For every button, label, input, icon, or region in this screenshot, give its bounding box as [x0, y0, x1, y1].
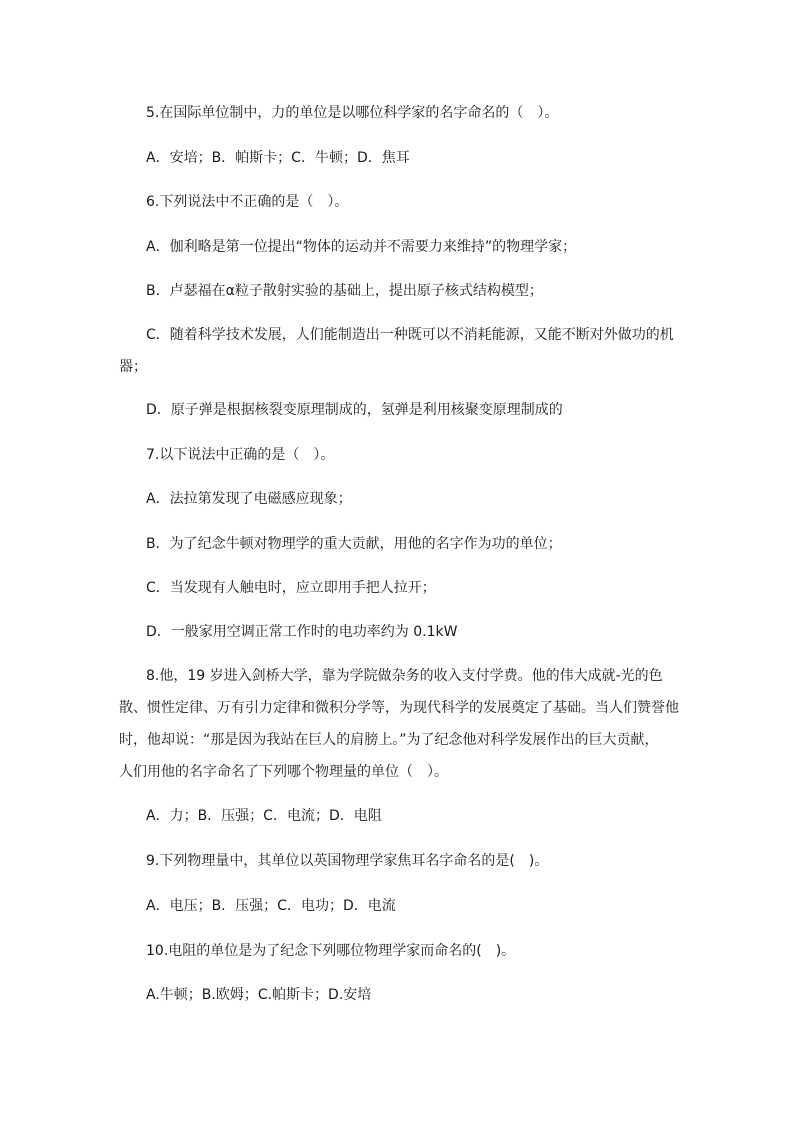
question-9-options: A．电压；B．压强；C．电功；D．电流: [146, 898, 396, 914]
question-6-option-c-cont: 器；: [119, 359, 147, 375]
question-8-stem-line-3: 时，他却说：“那是因为我站在巨人的肩膀上。”为了纪念他对科学发展作出的巨大贡献，: [119, 732, 659, 748]
question-6-option-d: D．原子弹是根据核裂变原理制成的，氢弹是利用核聚变原理制成的: [146, 402, 563, 418]
question-10-stem: 10.电阻的单位是为了纪念下列哪位物理学家而命名的( )。: [146, 943, 516, 959]
question-7-stem: 7.以下说法中正确的是（ ）。: [146, 447, 335, 463]
question-6-option-a: A．伽利略是第一位提出“物体的运动并不需要力来维持”的物理学家；: [146, 239, 577, 255]
question-6-option-b: B．卢瑟福在α粒子散射实验的基础上，提出原子核式结构模型；: [146, 283, 543, 299]
question-5-options: A．安培；B．帕斯卡；C．牛顿；D．焦耳: [146, 150, 410, 166]
question-8-stem-line-4: 人们用他的名字命名了下列哪个物理量的单位（ ）。: [119, 764, 448, 780]
question-10-options: A.牛顿；B.欧姆；C.帕斯卡；D.安培: [146, 987, 372, 1003]
question-7-option-a: A．法拉第发现了电磁感应现象；: [146, 491, 352, 507]
question-7-option-b: B．为了纪念牛顿对物理学的重大贡献，用他的名字作为功的单位；: [146, 536, 562, 552]
question-6-stem: 6.下列说法中不正确的是（ ）。: [146, 194, 349, 210]
question-5-stem: 5.在国际单位制中，力的单位是以哪位科学家的名字命名的（ ）。: [146, 105, 559, 121]
question-7-option-c: C．当发现有人触电时，应立即用手把人拉开；: [146, 580, 436, 596]
question-8-stem-line-2: 散、惯性定律、万有引力定律和微积分学等，为现代科学的发展奠定了基础。当人们赞誉他: [119, 700, 679, 716]
question-8-stem-line-1: 8.他，19 岁进入剑桥大学，靠为学院做杂务的收入支付学费。他的伟大成就-光的色: [146, 668, 663, 684]
question-9-stem: 9.下列物理量中，其单位以英国物理学家焦耳名字命名的是( )。: [146, 853, 549, 869]
question-7-option-d: D．一般家用空调正常工作时的电功率约为 0.1kW: [146, 624, 458, 640]
question-6-option-c: C．随着科学技术发展，人们能制造出一种既可以不消耗能源，又能不断对外做功的机: [146, 327, 674, 343]
question-8-options: A．力；B．压强；C．电流；D．电阻: [146, 808, 382, 824]
